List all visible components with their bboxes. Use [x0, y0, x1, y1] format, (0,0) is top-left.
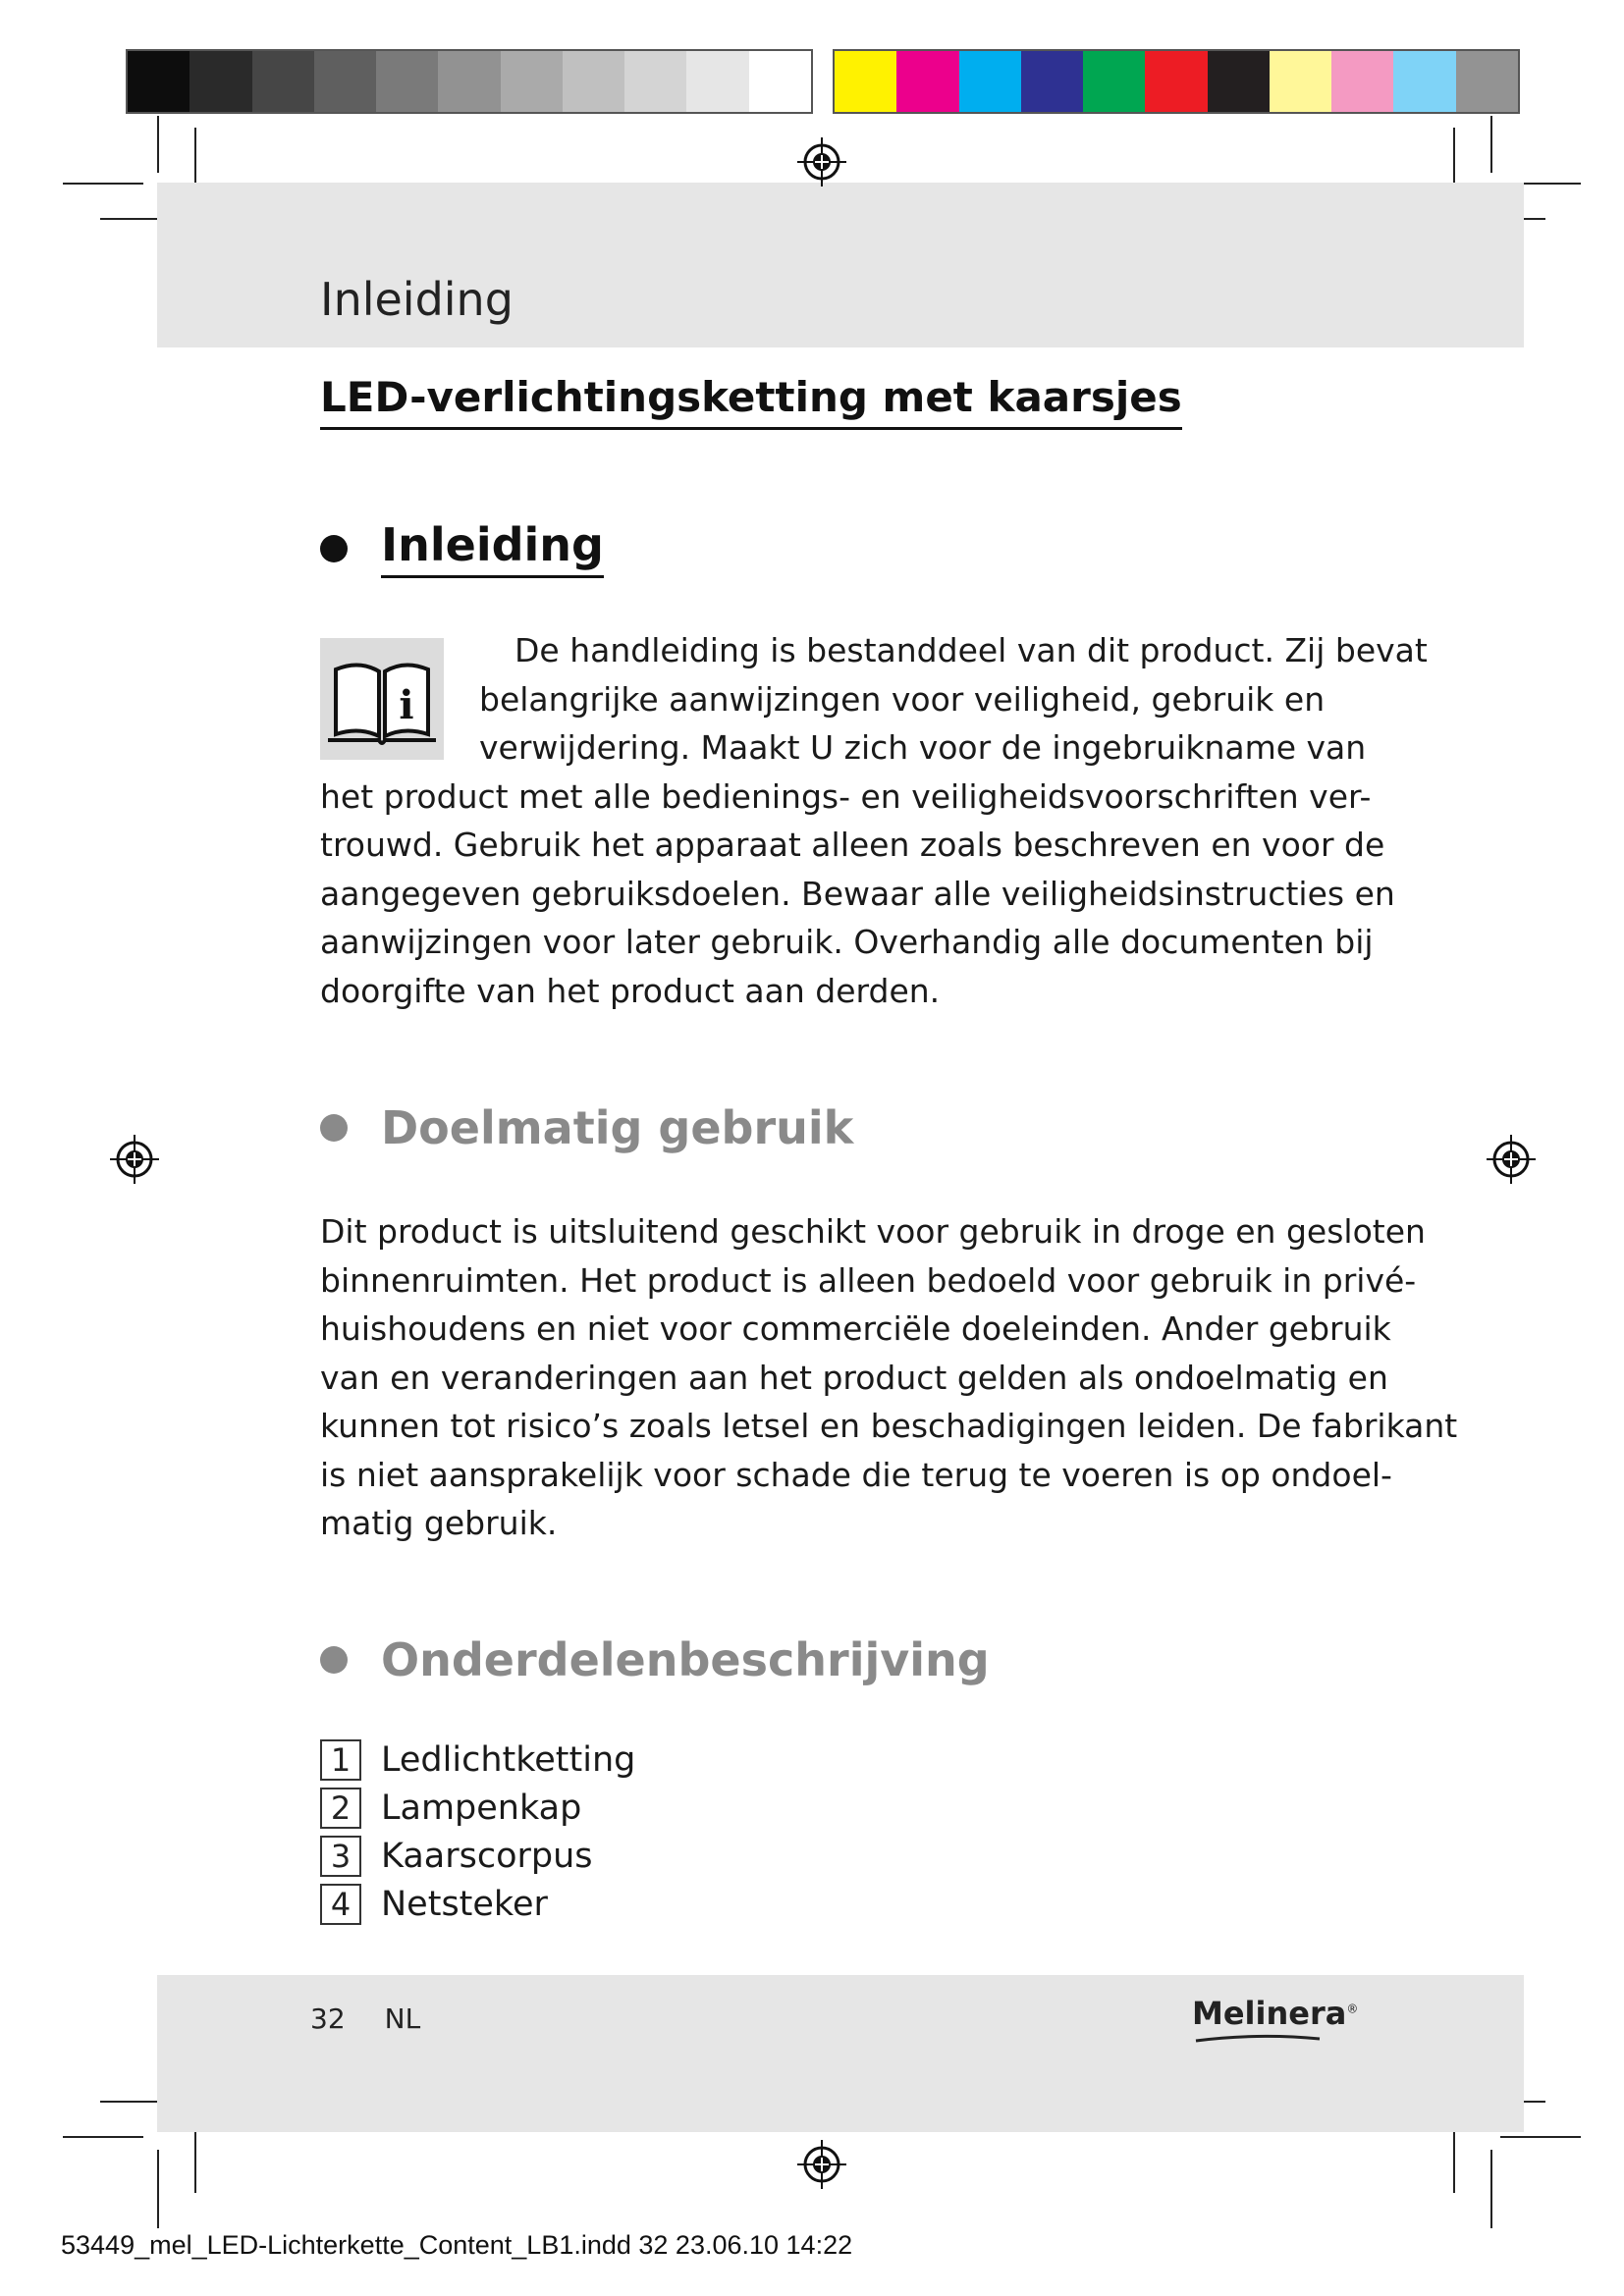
color-swatch — [128, 51, 189, 112]
intended-use-paragraph — [320, 1207, 1458, 1548]
list-item — [320, 1834, 593, 1879]
bullet-icon — [320, 1114, 348, 1142]
color-swatch — [501, 51, 563, 112]
color-swatch — [959, 51, 1021, 112]
color-swatch — [563, 51, 624, 112]
color-swatch — [896, 51, 958, 112]
text-line: belangrijke aanwijzingen voor veiligheid, gebruik en — [479, 679, 1326, 719]
color-swatch — [1083, 51, 1145, 112]
intro-paragraph — [320, 626, 1428, 1015]
brand-swoosh-icon — [1194, 2034, 1322, 2044]
part-number-box: 2 — [320, 1788, 361, 1829]
text-line: matig gebruik. — [320, 1504, 558, 1542]
bullet-icon — [320, 535, 348, 562]
color-calibration-bar — [833, 49, 1520, 114]
registration-target-icon — [795, 135, 848, 188]
page-title: LED-verlichtingsketting met kaarsjes — [320, 373, 1182, 430]
brand-logo — [1192, 1995, 1358, 2032]
list-item — [320, 1737, 635, 1783]
text-line: binnenruimten. Het product is alleen bedoeld voor gebruik in privé- — [320, 1260, 1417, 1300]
page-footer-info — [310, 2002, 460, 2035]
part-label: Ledlichtketting — [381, 1740, 636, 1780]
part-number-box: 4 — [320, 1884, 361, 1925]
color-swatch — [686, 51, 748, 112]
list-item — [320, 1786, 581, 1831]
text-line: De handleiding is bestanddeel van dit product. Zij bevat — [514, 631, 1428, 669]
text-line: doorgifte van het product aan derden. — [320, 971, 941, 1010]
svg-text:i: i — [399, 682, 414, 728]
text-line: het product met alle bedienings- en veiligheidsvoorschriften ver- — [320, 776, 1372, 816]
text-line: aanwijzingen voor later gebruik. Overhandig alle documenten bij — [320, 923, 1374, 961]
color-swatch — [376, 51, 438, 112]
color-swatch — [624, 51, 686, 112]
color-swatch — [749, 51, 811, 112]
section-heading-parts — [320, 1633, 990, 1686]
brand-name: Melinera — [1192, 1995, 1347, 2032]
print-slug: 53449_mel_LED-Lichterkette_Content_LB1.indd 32 23.06.10 14:22 — [61, 2230, 853, 2260]
color-swatch — [314, 51, 376, 112]
color-swatch — [1270, 51, 1331, 112]
text-line: van en veranderingen aan het product gelden als ondoelmatig en — [320, 1358, 1388, 1397]
list-item — [320, 1882, 548, 1927]
color-swatch — [252, 51, 314, 112]
section-heading-intended-use — [320, 1101, 853, 1154]
part-label: Netsteker — [381, 1885, 548, 1924]
color-swatch — [1021, 51, 1083, 112]
registration-target-icon — [108, 1133, 161, 1186]
color-swatch — [1208, 51, 1270, 112]
header-section-title: Inleiding — [320, 273, 514, 326]
section-heading-intro — [320, 518, 604, 578]
grayscale-calibration-bar — [126, 49, 813, 114]
page-number: 32 — [310, 2002, 346, 2035]
part-number-box: 3 — [320, 1836, 361, 1877]
color-swatch — [438, 51, 500, 112]
section-heading-text: Doelmatig gebruik — [381, 1101, 854, 1154]
part-label: Kaarscorpus — [381, 1837, 593, 1876]
part-number-box: 1 — [320, 1739, 361, 1781]
color-swatch — [1331, 51, 1393, 112]
color-swatch — [1145, 51, 1207, 112]
part-label: Lampenkap — [381, 1789, 582, 1828]
section-heading-text: Onderdelenbeschrijving — [381, 1633, 990, 1686]
registered-mark: ® — [1346, 2002, 1359, 2016]
text-line: huishoudens en niet voor commerciële doeleinden. Ander gebruik — [320, 1309, 1391, 1348]
registration-target-icon — [795, 2138, 848, 2191]
language-code: NL — [384, 2002, 421, 2035]
text-line: verwijdering. Maakt U zich voor de ingebruikname van — [479, 728, 1367, 767]
section-heading-text: Inleiding — [381, 518, 604, 578]
text-line: aangegeven gebruiksdoelen. Bewaar alle veiligheidsinstructies en — [320, 874, 1395, 913]
text-line: trouwd. Gebruik het apparaat alleen zoals beschreven en voor de — [320, 826, 1385, 864]
color-swatch — [1393, 51, 1455, 112]
color-swatch — [1456, 51, 1518, 112]
bullet-icon — [320, 1646, 348, 1674]
text-line: is niet aansprakelijk voor schade die terug te voeren is op ondoel- — [320, 1455, 1392, 1494]
registration-target-icon — [1485, 1133, 1538, 1186]
text-line: kunnen tot risico’s zoals letsel en beschadigingen leiden. De fabrikant — [320, 1407, 1458, 1445]
color-swatch — [189, 51, 251, 112]
text-line: Dit product is uitsluitend geschikt voor gebruik in droge en gesloten — [320, 1212, 1426, 1251]
color-swatch — [835, 51, 896, 112]
